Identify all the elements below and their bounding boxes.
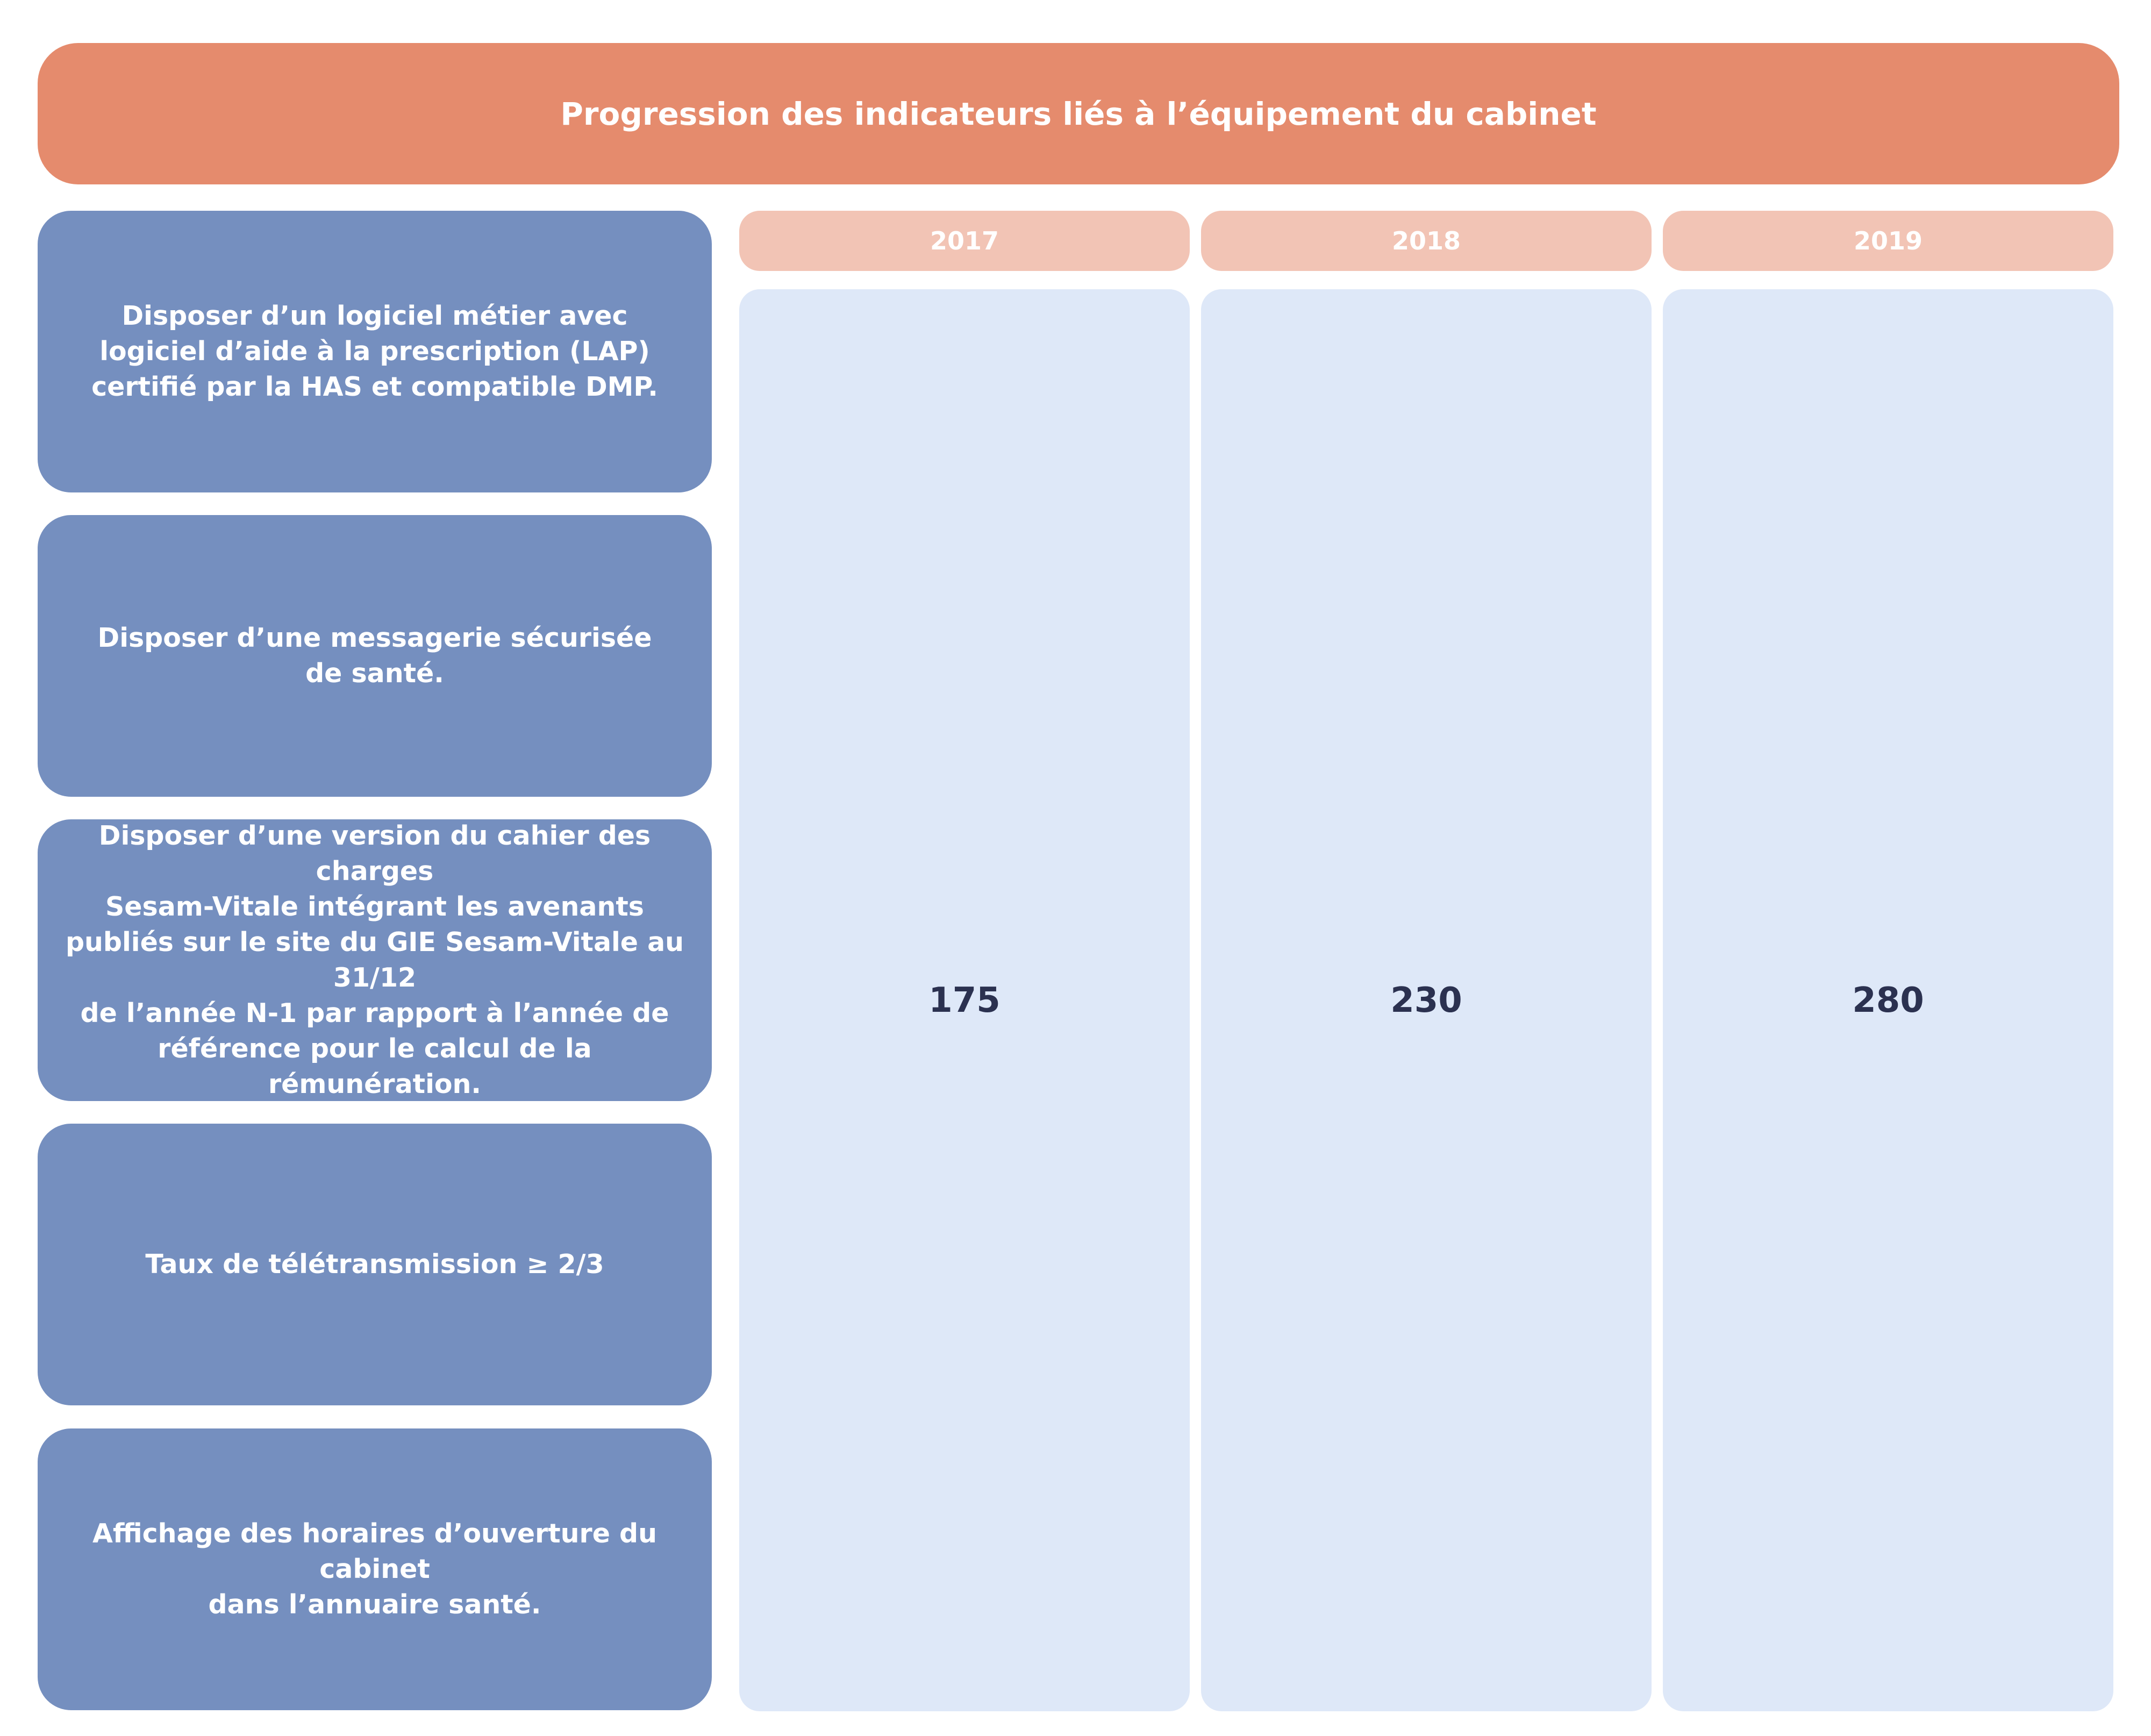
title-banner bbox=[38, 43, 2119, 184]
year-label: 2019 bbox=[1853, 226, 1923, 255]
indicator-card bbox=[38, 211, 712, 492]
year-label: 2017 bbox=[930, 226, 999, 255]
indicator-card bbox=[38, 1428, 712, 1710]
page-title: Progression des indicateurs liés à l’équipement du cabinet bbox=[560, 95, 1597, 132]
indicator-label: Disposer d’une version du cahier des charges Sesam-Vitale intégrant les avenants publiés sur le site du GIE Sesam-Vitale au 31/12 de l’année N-1 par rapport à l’année de référence pour le calcul de la rémunération. bbox=[65, 820, 684, 1099]
value-column-2019 bbox=[1663, 289, 2113, 1711]
indicator-label: Taux de télétransmission ≥ 2/3 bbox=[145, 1249, 604, 1280]
year-header-2017 bbox=[739, 211, 1190, 271]
year-label: 2018 bbox=[1391, 226, 1461, 255]
indicator-label: Affichage des horaires d’ouverture du cabinet dans l’annuaire santé. bbox=[92, 1518, 657, 1620]
points-value: 280 bbox=[1852, 980, 1924, 1020]
value-column-2017 bbox=[739, 289, 1190, 1711]
value-column-2018 bbox=[1201, 289, 1652, 1711]
year-header-2018 bbox=[1201, 211, 1652, 271]
points-value: 175 bbox=[928, 980, 1001, 1020]
year-header-2019 bbox=[1663, 211, 2113, 271]
points-value: 230 bbox=[1390, 980, 1462, 1020]
indicator-label: Disposer d’une messagerie sécurisée de santé. bbox=[97, 623, 652, 689]
indicator-card bbox=[38, 819, 712, 1101]
indicator-card bbox=[38, 515, 712, 797]
indicator-card bbox=[38, 1124, 712, 1405]
indicator-label: Disposer d’un logiciel métier avec logiciel d’aide à la prescription (LAP) certifié par la HAS et compatible DMP. bbox=[91, 301, 658, 402]
